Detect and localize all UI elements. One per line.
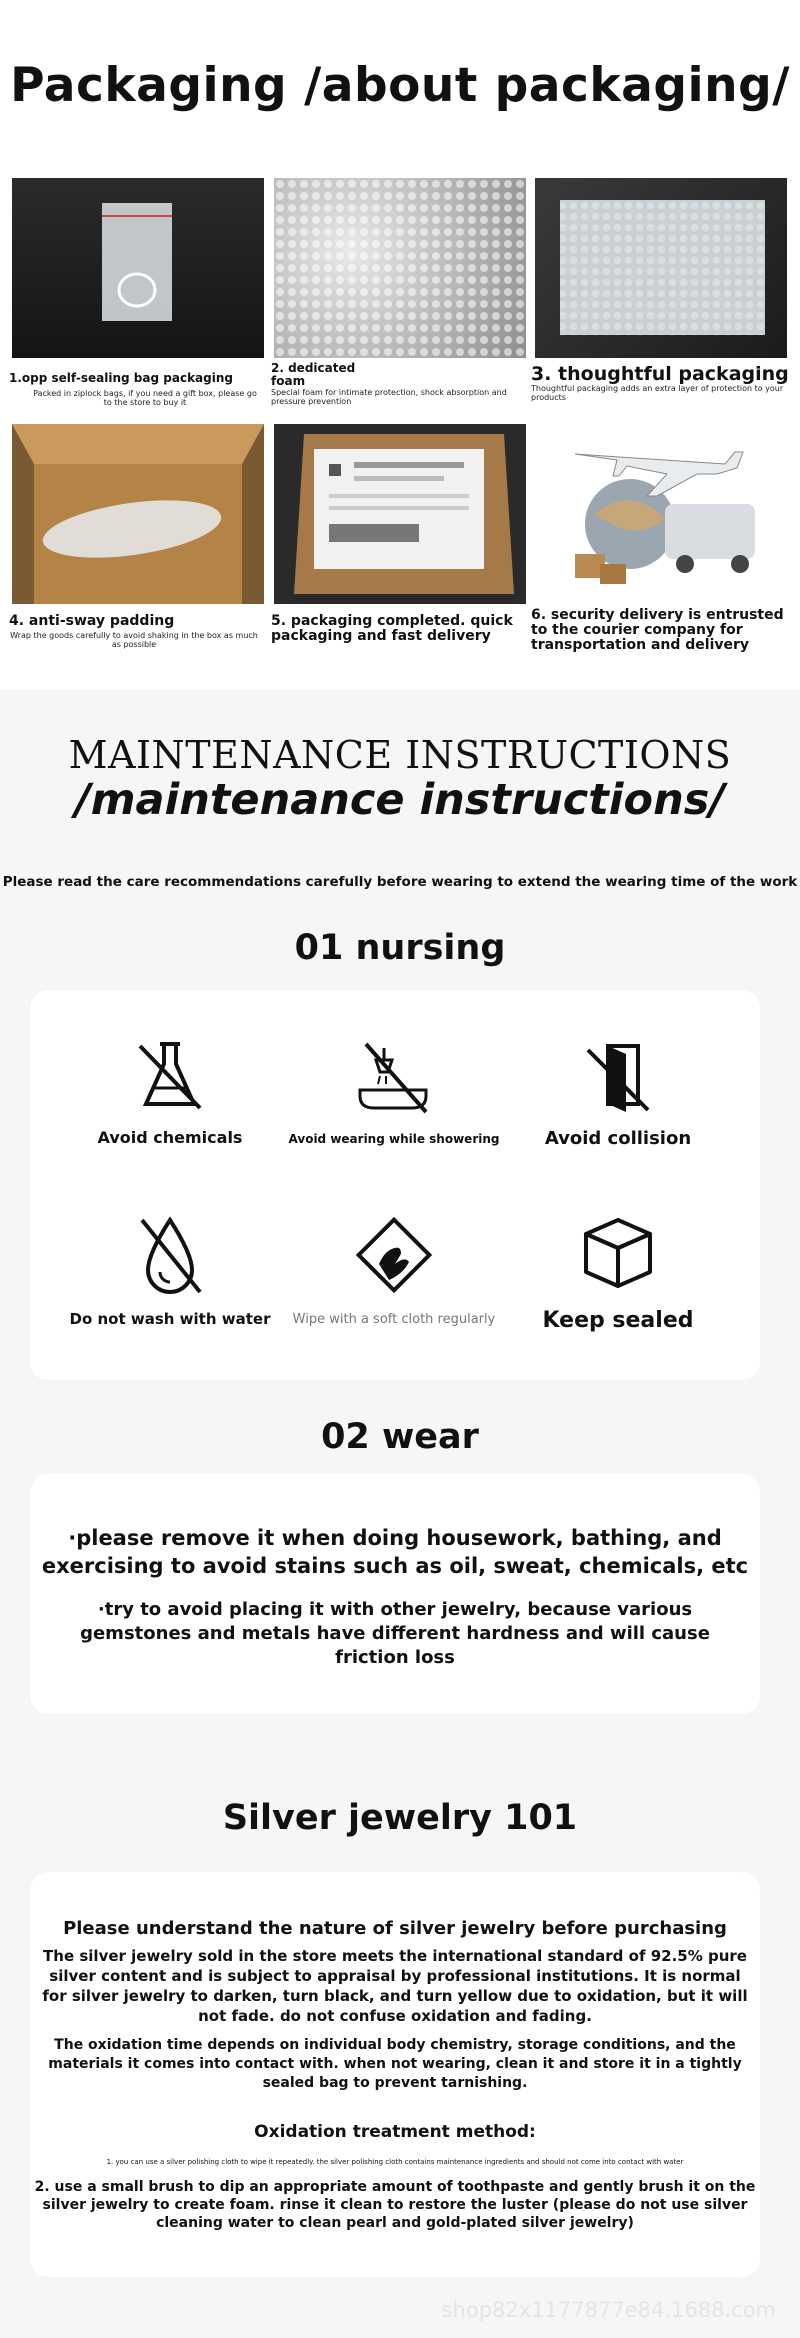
- silver-card: [30, 1872, 760, 2277]
- method-title: Oxidation treatment method:: [254, 2122, 536, 2142]
- silver-p2: The oxidation time depends on individual body chemistry, storage conditions, and the materials it comes into contact with. when not wearing, clean it and store it in a tightly sealed bag to prevent tarnishing.: [48, 2037, 742, 2091]
- watermark: shop82x1177877e84.1688.com: [441, 2298, 776, 2322]
- packaging-item-6-title: 6. security delivery is entrusted to the courier company for transportation and delivery: [531, 607, 784, 653]
- packaging-item-5-title: 5. packaging completed. quick packaging and fast delivery: [271, 613, 513, 644]
- packaging-item-4-title: 4. anti-sway padding: [9, 613, 175, 629]
- delivery-illustration: [535, 424, 787, 604]
- nursing-item-1-label: Avoid chemicals: [97, 1128, 243, 1147]
- wipe-cloth-icon: [351, 1212, 437, 1298]
- wear-tip-1: ·please remove it when doing housework, bathing, and exercising to avoid stains such as oil, sweat, chemicals, etc: [41, 1526, 749, 1578]
- packaging-item-4-desc: Wrap the goods carefully to avoid shaking in the box as much as possible: [10, 631, 258, 649]
- nursing-item-1: [70, 1036, 270, 1147]
- nursing-item-6-label: Keep sealed: [542, 1308, 694, 1333]
- packaging-item-1-title: 1.opp self-sealing bag packaging: [9, 371, 233, 385]
- packaging-item-2-title: 2. dedicated foam: [271, 361, 356, 388]
- carton-box-photo: [12, 424, 264, 604]
- shower-crossed-icon: [354, 1036, 434, 1116]
- nursing-item-4: [69, 1212, 271, 1328]
- ziplock-bag-photo: [12, 178, 264, 358]
- nursing-heading: 01 nursing: [294, 928, 506, 968]
- nursing-item-3-label: Avoid collision: [544, 1128, 692, 1149]
- silver-sub: Please understand the nature of silver jewelry before purchasing: [63, 1918, 727, 1939]
- nursing-item-2: [288, 1036, 500, 1146]
- packaging-section: [0, 0, 800, 690]
- method-2: 2. use a small brush to dip an appropriate amount of toothpaste and gently brush it on the silver jewelry to create foam. rinse it clean to restore the luster (please do not use silver cleaning water to clean pearl and gold-plated silver jewelry): [34, 2179, 756, 2231]
- wear-heading: 02 wear: [321, 1417, 479, 1457]
- silver-heading: Silver jewelry 101: [222, 1798, 578, 1838]
- silver-p1: The silver jewelry sold in the store meets the international standard of 92.5% pure silver content and is subject to appraisal by professional institutions. It is normal for silver jewelry to darken, turn black, and turn yellow due to oxidation, but it will not fade. do not confuse oxidation and fading.: [42, 1947, 748, 2025]
- box-icon: [578, 1212, 658, 1292]
- wear-card: [30, 1474, 760, 1714]
- packaging-item-1-desc: Packed in ziplock bags, if you need a gift box, please go to the store to buy it: [33, 389, 257, 407]
- water-drop-crossed-icon: [130, 1212, 210, 1298]
- maintenance-title: MAINTENANCE INSTRUCTIONS: [68, 733, 732, 777]
- nursing-item-3: [518, 1036, 718, 1149]
- nursing-card: [30, 990, 760, 1380]
- maintenance-subtitle: /maintenance instructions/: [74, 775, 726, 825]
- packaging-title: Packaging /about packaging/: [10, 58, 790, 113]
- door-crossed-icon: [578, 1036, 658, 1116]
- bubble-wrap-photo: [535, 178, 787, 358]
- foam-photo: [274, 178, 526, 358]
- packaging-item-3-title: 3. thoughtful packaging: [531, 363, 789, 385]
- nursing-item-4-label: Do not wash with water: [69, 1310, 271, 1328]
- shipping-label-photo: [274, 424, 526, 604]
- wear-tip-2: ·try to avoid placing it with other jewelry, because various gemstones and metals have different hardness and will cause friction loss: [80, 1599, 710, 1668]
- nursing-item-2-label: Avoid wearing while showering: [288, 1132, 500, 1146]
- nursing-item-5: [292, 1212, 496, 1327]
- packaging-item-3-desc: Thoughtful packaging adds an extra layer of protection to your products: [531, 384, 784, 402]
- nursing-item-6: [518, 1212, 718, 1333]
- packaging-item-2-desc: Special foam for intimate protection, shock absorption and pressure prevention: [271, 388, 507, 406]
- nursing-item-5-label: Wipe with a soft cloth regularly: [292, 1312, 496, 1327]
- method-1: 1. you can use a silver polishing cloth to wipe it repeatedly. the silver polishing cloth contains maintenance ingredients and should not come into contact with water: [106, 2158, 684, 2166]
- care-note: Please read the care recommendations carefully before wearing to extend the wearing time of the work: [2, 874, 798, 890]
- flask-crossed-icon: [130, 1036, 210, 1116]
